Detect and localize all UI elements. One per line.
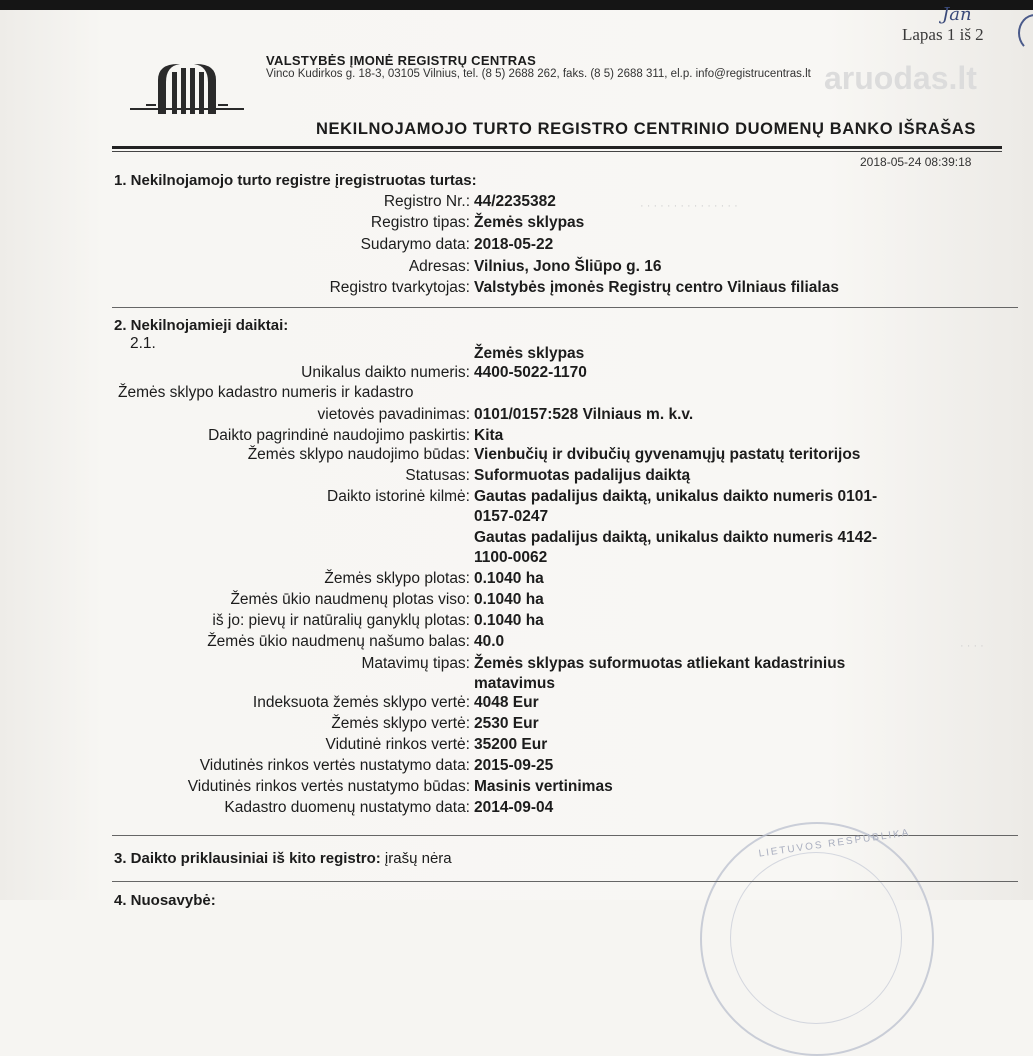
agri-area-value: 0.1040 ha (474, 591, 544, 608)
market-date-label: Vidutinės rinkos vertės nustatymo data: (199, 757, 470, 774)
item-heading: Žemės sklypas (474, 345, 585, 362)
watermark (824, 60, 977, 97)
market-value: 35200 Eur (474, 736, 548, 753)
registry-number-value: 44/2235382 (474, 193, 556, 210)
use-label: Žemės sklypo naudojimo būdas: (247, 446, 470, 463)
unique-number-value: 4400-5022-1170 (474, 364, 587, 381)
stamp-text: LIETUVOS RESPUBLIKA (757, 827, 912, 860)
document-title: NEKILNOJAMOJO TURTO REGISTRO CENTRINIO DUOMENŲ BANKO IŠRAŠAS (316, 120, 976, 138)
address-label: Adresas: (408, 258, 470, 275)
land-value-label: Žemės sklypo vertė: (331, 715, 470, 732)
indexed-value: 4048 Eur (474, 694, 539, 711)
market-value-label: Vidutinė rinkos vertė: (325, 736, 470, 753)
item-number: 2.1. (130, 335, 156, 352)
section-2-title: 2. Nekilnojamieji daiktai: (114, 317, 289, 334)
indexed-value-label: Indeksuota žemės sklypo vertė: (252, 694, 470, 711)
registry-number-label: Registro Nr.: (383, 193, 470, 210)
section-4-title: 4. Nuosavybė: (114, 892, 216, 909)
registry-type-label: Registro tipas: (370, 214, 470, 231)
meadow-area-label: iš jo: pievų ir natūralių ganyklų plotas: (212, 612, 470, 629)
purpose-value: Kita (474, 427, 504, 444)
status-label: Statusas: (405, 467, 470, 484)
area-label: Žemės sklypo plotas: (324, 570, 470, 587)
measurement-type-line2: matavimus (474, 675, 555, 692)
area-value: 0.1040 ha (474, 570, 544, 587)
bleed-through-text: · · · · (960, 640, 984, 652)
creation-date-label: Sudarymo data: (360, 236, 470, 253)
top-border (0, 0, 1033, 10)
fertility-label: Žemės ūkio naudmenų našumo balas: (207, 633, 470, 650)
history-1-line2: 0157-0247 (474, 508, 549, 525)
measurement-type-label: Matavimų tipas: (361, 655, 470, 672)
history-1-line1: Gautas padalijus daiktą, unikalus daikto numeris 0101- (474, 488, 878, 505)
use-value: Vienbučių ir dvibučių gyvenamųjų pastatų teritorijos (474, 446, 861, 463)
history-2-line2: 1100-0062 (474, 549, 548, 566)
market-method-label: Vidutinės rinkos vertės nustatymo būdas: (187, 778, 470, 795)
section-divider (112, 307, 1018, 308)
history-label: Daikto istorinė kilmė: (327, 488, 470, 505)
status-value: Suformuotas padalijus daiktą (474, 467, 691, 484)
bleed-through-text: · · · · · · · · · · · · · · · (640, 200, 738, 212)
print-timestamp: 2018-05-24 08:39:18 (860, 155, 972, 169)
land-value: 2530 Eur (474, 715, 539, 732)
meadow-area-value: 0.1040 ha (474, 612, 544, 629)
org-name: VALSTYBĖS ĮMONĖ REGISTRŲ CENTRAS (266, 53, 537, 68)
cadastral-number-value: 0101/0157:528 Vilniaus m. k.v. (474, 406, 694, 423)
official-stamp-inner (730, 852, 902, 1024)
registry-keeper-label: Registro tvarkytojas: (329, 279, 470, 296)
creation-date-value: 2018-05-22 (474, 236, 554, 253)
unique-number-label: Unikalus daikto numeris: (301, 364, 470, 381)
section-3-note: įrašų nėra (384, 850, 452, 867)
measurement-type-line1: Žemės sklypas suformuotas atliekant kadastrinius (474, 655, 846, 672)
title-rule-thin (112, 151, 1002, 152)
registry-keeper-value: Valstybės įmonės Registrų centro Vilniaus filialas (474, 279, 839, 296)
purpose-label: Daikto pagrindinė naudojimo paskirtis: (208, 427, 470, 444)
cadastral-number-label-line1: Žemės sklypo kadastro numeris ir kadastro (118, 384, 414, 401)
cadastre-date-value: 2014-09-04 (474, 799, 554, 816)
fertility-value: 40.0 (474, 633, 505, 650)
title-rule (112, 146, 1002, 149)
registry-logo-icon (128, 58, 246, 122)
section-divider (112, 881, 1018, 882)
agri-area-label: Žemės ūkio naudmenų plotas viso: (230, 591, 470, 608)
handwritten-note: Jan (942, 4, 972, 25)
history-2-line1: Gautas padalijus daiktą, unikalus daikto numeris 4142- (474, 529, 878, 546)
market-date-value: 2015-09-25 (474, 757, 554, 774)
address-value: Vilnius, Jono Šliūpo g. 16 (474, 258, 662, 275)
cadastre-date-label: Kadastro duomenų nustatymo data: (224, 799, 470, 816)
registry-type-value: Žemės sklypas (474, 214, 585, 231)
cadastral-number-label-line2: vietovės pavadinimas: (317, 406, 470, 423)
section-3-title-text: 3. Daikto priklausiniai iš kito registro: (114, 850, 381, 867)
section-1-title: 1. Nekilnojamojo turto registre įregistruotas turtas: (114, 172, 477, 189)
watermark-brand: aruodas (824, 60, 949, 96)
page-counter: Lapas 1 iš 2 (902, 25, 984, 44)
watermark-tld: .lt (948, 60, 977, 96)
section-3-title (114, 850, 452, 867)
org-address: Vinco Kudirkos g. 18-3, 03105 Vilnius, tel. (8 5) 2688 262, faks. (8 5) 2688 311, el.p. info@registrucentras.lt (266, 68, 811, 80)
market-method-value: Masinis vertinimas (474, 778, 613, 795)
